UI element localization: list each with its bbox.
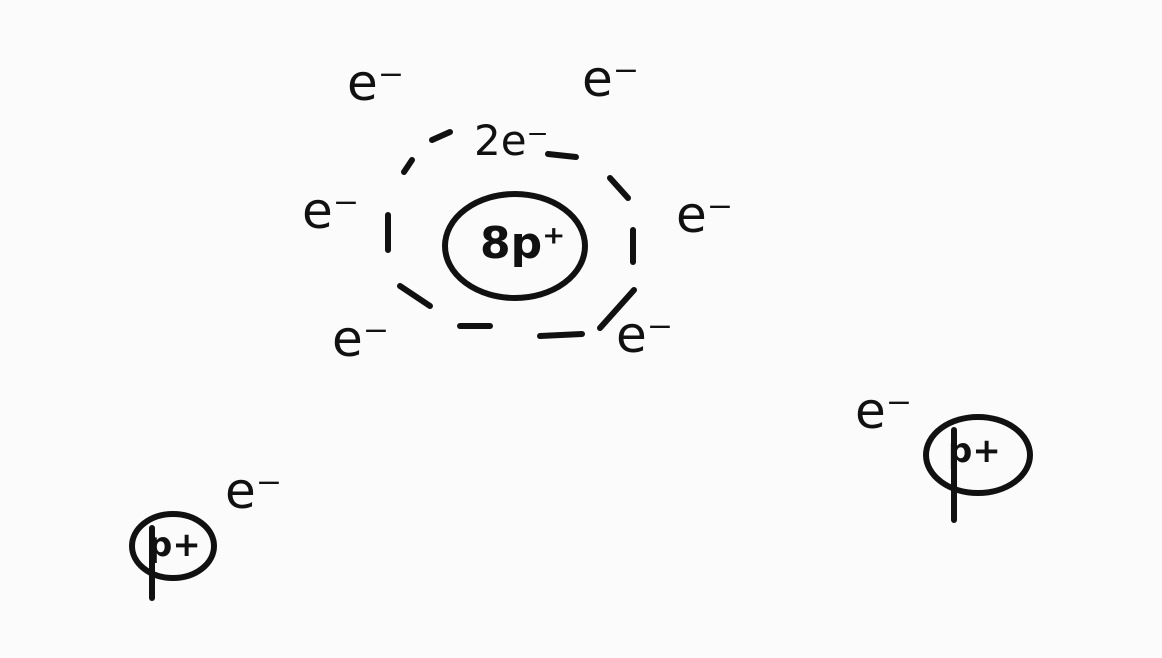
- outer-electron: e⁻: [616, 306, 674, 364]
- outer-electron: e⁻: [582, 50, 640, 108]
- hydrogen-right-electron: e⁻: [855, 382, 913, 440]
- outer-electron: e⁻: [347, 54, 405, 112]
- hydrogen-left-electron: e⁻: [225, 462, 283, 520]
- outer-electron: e⁻: [302, 182, 360, 240]
- oxygen-nucleus-label: 8p⁺: [480, 218, 566, 269]
- hydrogen-right-nucleus-label: p+: [948, 431, 1001, 471]
- inner-shell-label: 2e⁻: [474, 116, 549, 165]
- outer-electron: e⁻: [332, 310, 390, 368]
- outer-electron: e⁻: [676, 186, 734, 244]
- hydrogen-left-nucleus-label: p+: [148, 525, 201, 565]
